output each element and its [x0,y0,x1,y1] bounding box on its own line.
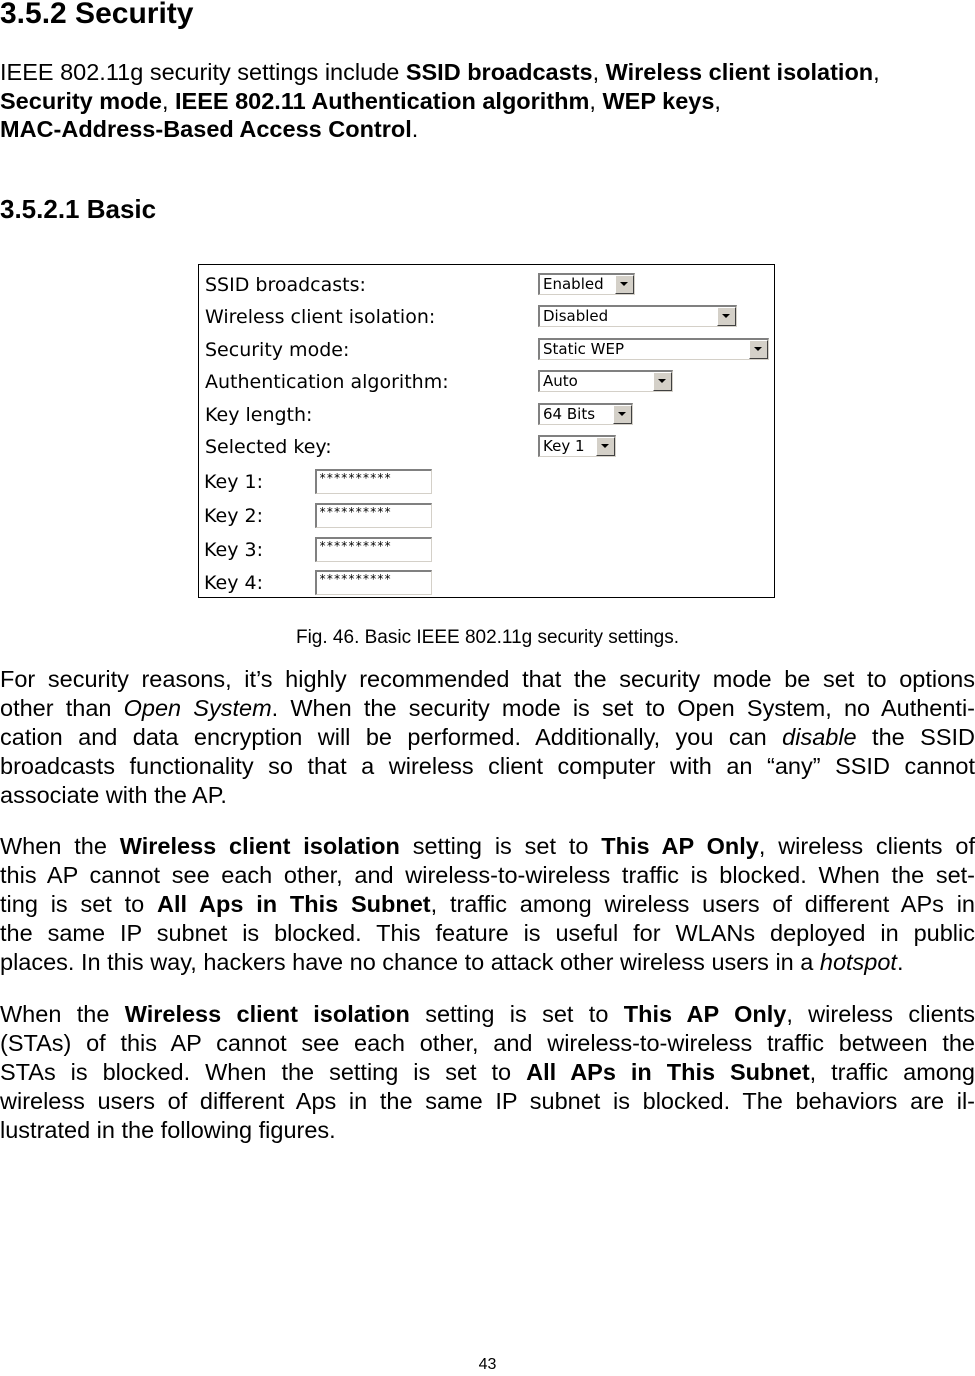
auth-algorithm-row [199,368,774,396]
chevron-down-icon[interactable] [717,307,736,326]
separator: , [589,87,603,114]
emphasis-disable: disable [782,724,857,750]
text-run: STAs is blocked. When the setting is set to [0,1059,527,1085]
security-mode-label: Security mode: [205,339,350,361]
text-line [0,832,975,861]
text-line: the same IP subnet is blocked. This feature is useful for WLANs deployed in public [0,920,975,946]
text-line [0,1058,975,1087]
selected-key-row [199,433,774,461]
text-run: , traffic among wireless users of different APs in [430,891,975,917]
key-1-row [199,468,774,496]
chevron-down-icon[interactable] [613,405,632,424]
text-run: , wireless clients of [758,833,975,859]
text-run: setting is set to [409,1001,624,1027]
term-ssid-broadcasts: SSID broadcasts [405,59,593,85]
ssid-broadcasts-row [199,271,774,299]
text-run: cation and data encryption will be performed. Additionally, you can [0,724,783,750]
security-mode-select[interactable] [538,338,769,360]
text-run: the SSID [856,724,975,750]
ssid-broadcasts-value: Enabled [543,275,604,293]
selected-key-label: Selected key: [205,436,332,458]
text-run: When the [0,1001,125,1027]
separator: , [714,87,721,114]
key-2-input[interactable]: ********** [315,503,432,528]
intro-paragraph [0,58,975,144]
separator: , [873,59,880,85]
text-run: When the [0,833,120,859]
client-isolation-label: Wireless client isolation: [205,306,436,328]
text-run: places. In this way, hackers have no chance to attack other wireless users in a [0,949,820,975]
security-settings-figure [198,264,775,598]
key-length-select[interactable] [538,403,633,425]
bold-term: All Aps in This Subnet [157,891,431,917]
emphasis-hotspot: hotspot [819,949,897,975]
text-run: setting is set to [399,833,602,859]
bold-term: Wireless client isolation [119,833,400,859]
text-line: associate with the AP. [0,782,227,808]
ssid-broadcasts-select[interactable] [538,273,635,295]
term-mac-access-control: MAC-Address-Based Access Control [0,116,412,142]
selected-key-value: Key 1 [543,437,585,455]
key-length-label: Key length: [205,404,313,426]
period: . [411,116,419,142]
chevron-down-icon[interactable] [596,437,615,456]
text-run: , traffic among [809,1059,975,1085]
key-4-input[interactable]: ********** [315,570,432,595]
key-3-input[interactable]: ********** [315,537,432,562]
bold-term: Wireless client isolation [124,1001,410,1027]
paragraph-client-isolation [0,832,975,977]
key-3-row [199,536,774,564]
security-mode-value: Static WEP [543,340,625,358]
client-isolation-value: Disabled [543,307,609,325]
key-4-label: Key 4: [204,572,263,594]
text-run: . When the security mode is set to Open System, no Authenti- [271,695,975,721]
text-line: (STAs) of this AP cannot see each other, and wireless-to-wireless traffic between the [0,1030,975,1056]
key-1-label: Key 1: [204,471,263,493]
text-line: this AP cannot see each other, and wireless-to-wireless traffic is blocked. When the set- [0,862,975,888]
selected-key-select[interactable] [538,435,616,457]
bold-term: All APs in This Subnet [526,1059,810,1085]
section-heading: 3.5.2 Security [0,0,194,30]
intro-text: IEEE 802.11g security settings include [0,59,406,85]
key-1-input[interactable]: ********** [315,469,432,494]
page-number: 43 [478,1356,497,1373]
client-isolation-row [199,303,774,331]
auth-algorithm-select[interactable] [538,370,673,392]
chevron-down-icon[interactable] [653,372,672,391]
key-3-label: Key 3: [204,539,263,561]
key-length-row [199,401,774,429]
key-2-label: Key 2: [204,505,263,527]
key-4-row [199,569,774,597]
security-mode-row [199,336,774,364]
term-wep-keys: WEP keys [602,87,715,114]
text-line [0,723,975,752]
chevron-down-icon[interactable] [615,275,634,294]
auth-algorithm-label: Authentication algorithm: [205,371,449,393]
text-line: wireless users of different Aps in the same IP subnet is blocked. The behaviors are il- [0,1088,975,1114]
paragraph-security-recommendation [0,665,975,810]
auth-algorithm-value: Auto [543,372,578,390]
paragraph-client-isolation-stas [0,1000,975,1145]
text-line [0,694,975,723]
bold-term: This AP Only [601,833,759,859]
text-line: For security reasons, it’s highly recommended that the security mode be set to options [0,666,975,692]
key-length-value: 64 Bits [543,405,596,423]
bold-term: This AP Only [623,1001,787,1027]
key-2-row [199,502,774,530]
text-line: lustrated in the following figures. [0,1117,336,1143]
term-authentication-algorithm: IEEE 802.11 Authentication algorithm [175,87,590,114]
figure-caption: Fig. 46. Basic IEEE 802.11g security settings. [295,627,679,648]
text-line [0,1000,975,1029]
text-line [0,890,975,919]
text-run: ting is set to [0,891,158,917]
term-wireless-client-isolation: Wireless client isolation [605,59,874,85]
emphasis-open-system: Open System [123,695,272,721]
term-security-mode: Security mode [0,87,162,114]
ssid-broadcasts-label: SSID broadcasts: [205,274,366,296]
text-line [0,948,975,977]
separator: , [592,59,606,85]
text-run: other than [0,695,124,721]
text-run: . [896,949,904,975]
separator: , [161,87,176,114]
text-run: , wireless clients [786,1001,975,1027]
subsection-heading: 3.5.2.1 Basic [0,194,157,224]
text-line: broadcasts functionality so that a wireless client computer with an “any” SSID cannot [0,753,975,779]
chevron-down-icon[interactable] [749,340,768,359]
client-isolation-select[interactable] [538,305,737,327]
